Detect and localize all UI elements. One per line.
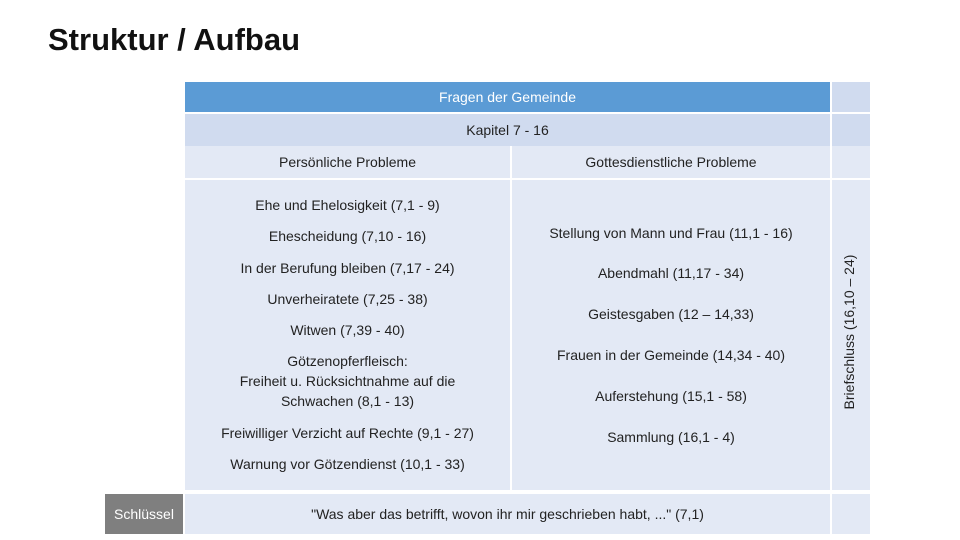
subheader-side-cell bbox=[832, 114, 870, 146]
left-item-idol-food-line-1: Götzenopferfleisch: bbox=[287, 353, 408, 369]
key-label-cell bbox=[105, 494, 183, 534]
left-item-idol-food-line-2: Freiheit u. Rücksichtnahme auf die bbox=[239, 373, 456, 389]
right-item-man-woman: Stellung von Mann und Frau (11,1 - 16) bbox=[549, 225, 793, 241]
key-label: Schlüssel bbox=[114, 506, 174, 522]
page-title: Struktur / Aufbau bbox=[48, 22, 301, 57]
subheader-label: Kapitel 7 - 16 bbox=[466, 122, 549, 138]
left-item-rights: Freiwilliger Verzicht auf Rechte (9,1 - 27) bbox=[221, 425, 474, 441]
right-item-resurrection: Auferstehung (15,1 - 58) bbox=[595, 388, 747, 404]
side-label: Briefschluss (16,10 – 24) bbox=[841, 254, 857, 410]
header-side-cell bbox=[832, 82, 870, 112]
left-item-idol-food-line-3: Schwachen (8,1 - 13) bbox=[280, 393, 415, 409]
left-heading-cell bbox=[185, 146, 510, 178]
key-verse: "Was aber das betrifft, wovon ihr mir geschrieben habt, ..." (7,1) bbox=[311, 506, 704, 522]
left-item-widows: Witwen (7,39 - 40) bbox=[290, 322, 405, 338]
key-verse-cell bbox=[185, 494, 830, 534]
header-bar bbox=[185, 82, 830, 112]
right-item-spiritual-gifts: Geistesgaben (12 – 14,33) bbox=[588, 306, 754, 322]
heading-side-cell bbox=[832, 146, 870, 178]
subheader-bar bbox=[185, 114, 830, 146]
left-item-unmarried: Unverheiratete (7,25 - 38) bbox=[267, 291, 428, 307]
right-heading-cell bbox=[512, 146, 830, 178]
left-item-calling: In der Berufung bleiben (7,17 - 24) bbox=[240, 260, 455, 276]
right-item-lords-supper: Abendmahl (11,17 - 34) bbox=[597, 265, 745, 281]
left-item-marriage: Ehe und Ehelosigkeit (7,1 - 9) bbox=[255, 197, 440, 213]
right-item-collection: Sammlung (16,1 - 4) bbox=[607, 429, 735, 445]
key-side-cell bbox=[832, 494, 870, 534]
right-heading: Gottesdienstliche Probleme bbox=[585, 154, 757, 170]
left-item-divorce: Ehescheidung (7,10 - 16) bbox=[268, 228, 427, 244]
left-heading: Persönliche Probleme bbox=[279, 154, 416, 170]
right-item-women: Frauen in der Gemeinde (14,34 - 40) bbox=[556, 347, 785, 363]
left-item-warning: Warnung vor Götzendienst (10,1 - 33) bbox=[230, 456, 465, 472]
header-label: Fragen der Gemeinde bbox=[439, 89, 576, 105]
